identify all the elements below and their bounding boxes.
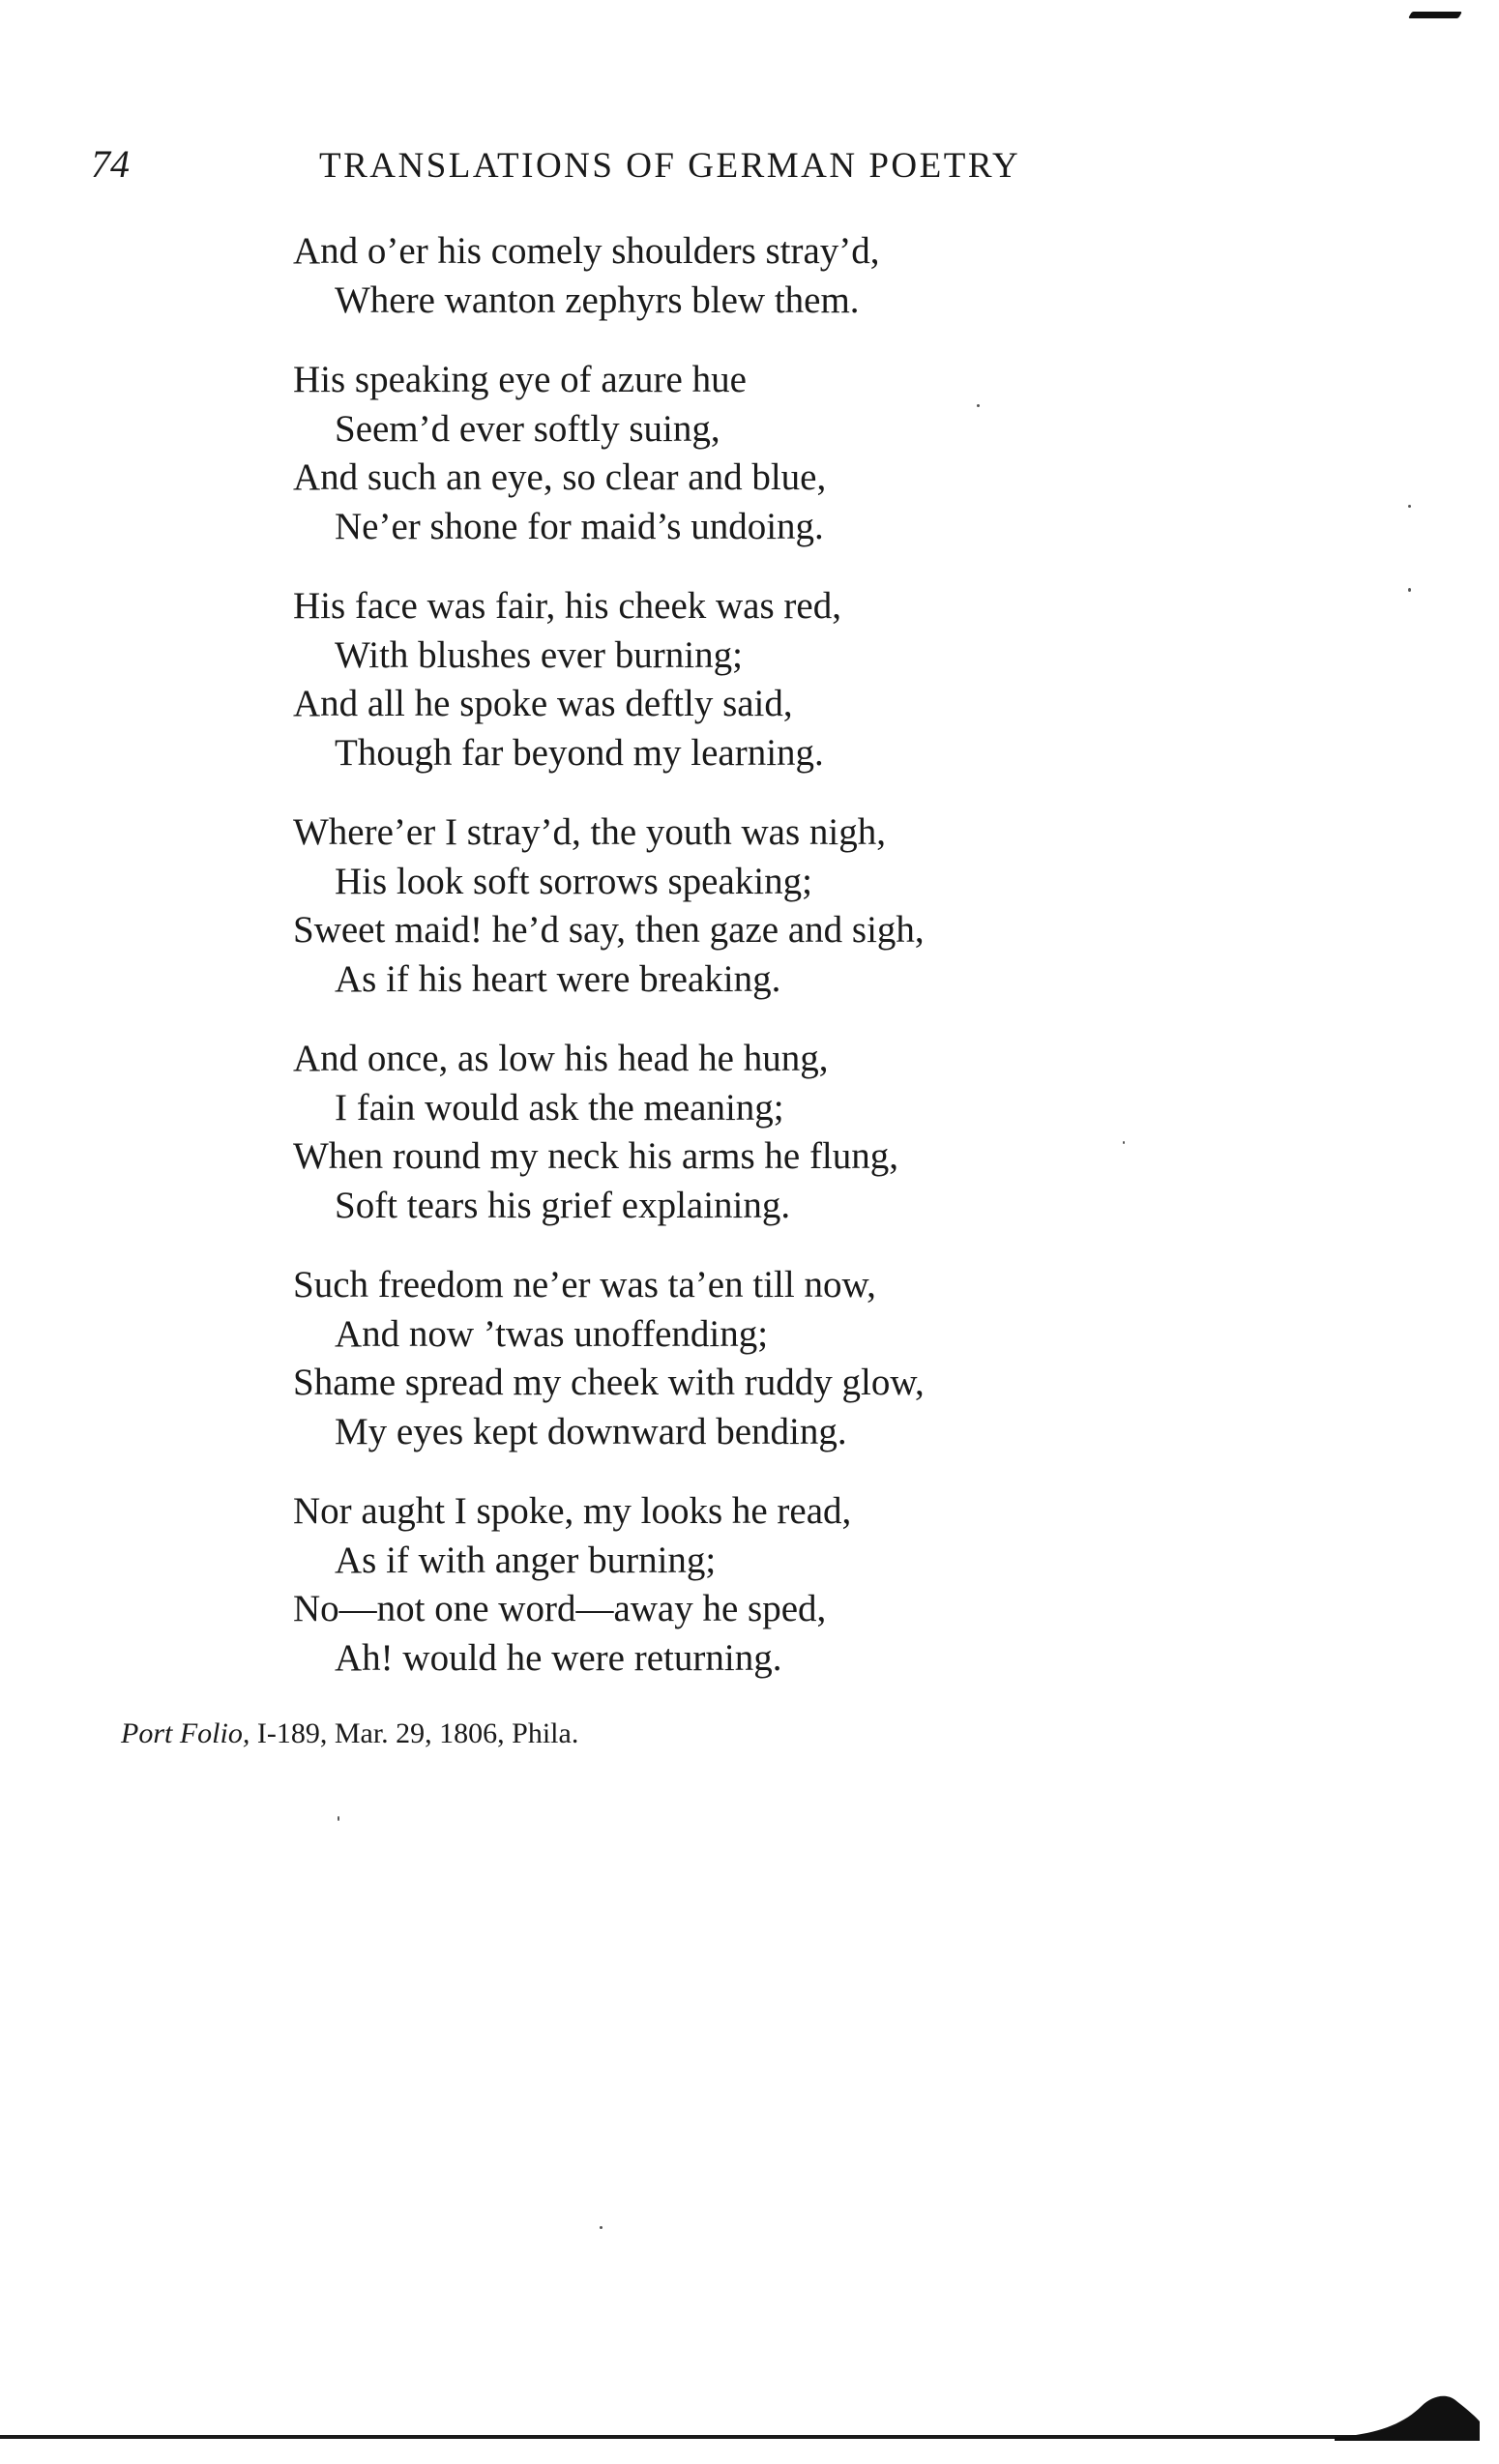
- stanza: [293, 356, 1260, 551]
- poem-line: Where wanton zephyrs blew them.: [335, 279, 860, 321]
- poem-line: Where’er I stray’d, the youth was nigh,: [293, 811, 886, 853]
- stanza: [293, 1261, 1260, 1456]
- poem-line: Ah! would he were returning.: [335, 1636, 782, 1679]
- poem-line: Nor aught I spoke, my looks he read,: [293, 1490, 852, 1532]
- scan-speck: [977, 404, 980, 407]
- poem-line: As if with anger burning;: [335, 1539, 717, 1581]
- scan-speck: [338, 1816, 339, 1821]
- running-head: TRANSLATIONS OF GERMAN POETRY: [319, 146, 1021, 186]
- bottom-rule: [0, 2435, 1441, 2439]
- scan-speck: [600, 2226, 603, 2229]
- stanza: [293, 1035, 1260, 1230]
- corner-mark: [1408, 12, 1462, 18]
- stanza: [293, 808, 1260, 1004]
- poem-line: Shame spread my cheek with ruddy glow,: [293, 1362, 925, 1403]
- source-details: I-189, Mar. 29, 1806, Phila.: [256, 1717, 579, 1749]
- stanza: [293, 227, 1260, 325]
- poem-line: His look soft sorrows speaking;: [335, 860, 812, 902]
- source-citation: [121, 1719, 578, 1748]
- poem-line: And once, as low his head he hung,: [293, 1038, 829, 1079]
- scan-speck: [1123, 1141, 1125, 1144]
- corner-flourish: [1335, 2387, 1480, 2445]
- poem-line: Seem’d ever softly suing,: [335, 407, 720, 450]
- source-title: Port Folio,: [121, 1717, 250, 1749]
- poem: [293, 227, 1260, 1714]
- scan-speck: [1408, 505, 1411, 508]
- poem-line: With blushes ever burning;: [335, 633, 743, 676]
- poem-line: Sweet maid! he’d say, then gaze and sigh,: [293, 909, 925, 951]
- poem-line: When round my neck his arms he flung,: [293, 1135, 899, 1177]
- poem-line: Soft tears his grief explaining.: [335, 1184, 791, 1226]
- poem-line: His face was fair, his cheek was red,: [293, 585, 841, 627]
- poem-line: His speaking eye of azure hue: [293, 359, 747, 400]
- poem-line: As if his heart were breaking.: [335, 957, 781, 1000]
- poem-line: My eyes kept downward bending.: [335, 1410, 847, 1452]
- poem-line: And all he spoke was deftly said,: [293, 683, 793, 724]
- poem-line: Such freedom ne’er was ta’en till now,: [293, 1264, 876, 1305]
- poem-line: No—not one word—away he sped,: [293, 1588, 827, 1629]
- poem-line: And now ’twas unoffending;: [335, 1312, 769, 1355]
- scan-speck: [1408, 588, 1411, 592]
- poem-line: Though far beyond my learning.: [335, 731, 824, 774]
- stanza: [293, 582, 1260, 777]
- page-number: 74: [91, 142, 130, 186]
- poem-line: And such an eye, so clear and blue,: [293, 456, 827, 498]
- stanza: [293, 1487, 1260, 1683]
- poem-line: And o’er his comely shoulders stray’d,: [293, 230, 880, 272]
- poem-line: I fain would ask the meaning;: [335, 1086, 784, 1129]
- poem-line: Ne’er shone for maid’s undoing.: [335, 505, 824, 547]
